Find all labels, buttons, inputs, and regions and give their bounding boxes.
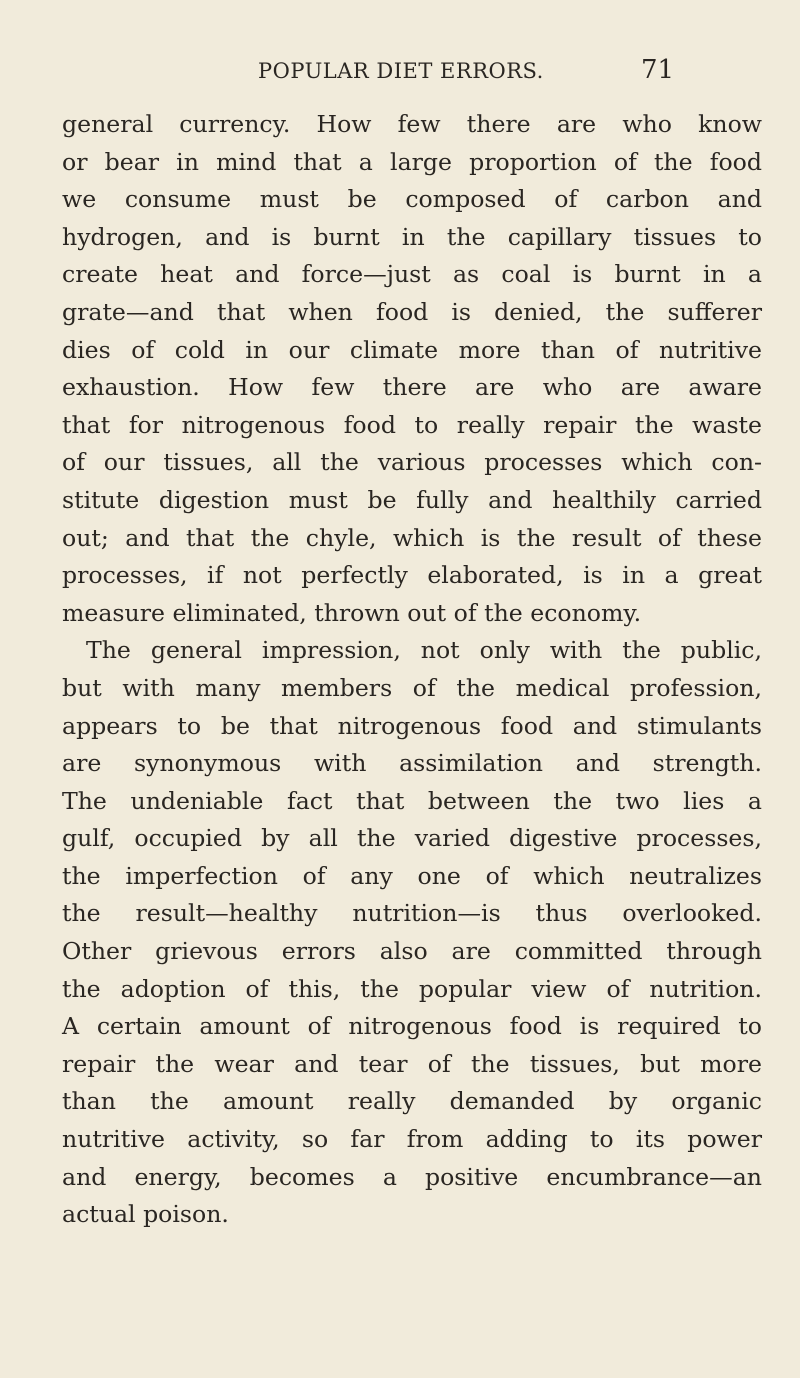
text-line: exhaustion. How few there are who are aware — [62, 373, 762, 402]
text-line: A certain amount of nitrogenous food is required to — [62, 1012, 762, 1041]
text-line: The undeniable fact that between the two lies a — [62, 786, 762, 815]
text-line: than the amount really demanded by organic — [62, 1087, 762, 1116]
text-line: Other grievous errors also are committed through — [62, 937, 762, 966]
text-line: out; and that the chyle, which is the result of these — [62, 523, 762, 552]
text-line: of our tissues, all the various processes which con- — [62, 448, 762, 477]
text-line: the imperfection of any one of which neutralizes — [62, 861, 762, 890]
text-line: repair the wear and tear of the tissues, but more — [62, 1049, 762, 1078]
text-line: but with many members of the medical profession, — [62, 673, 762, 702]
text-line: create heat and force—just as coal is burnt in a — [62, 260, 762, 289]
running-head — [0, 56, 800, 90]
page-number: 71 — [641, 55, 675, 85]
text-line: stitute digestion must be fully and healthily carried — [62, 485, 762, 514]
text-line: the result—healthy nutrition—is thus overlooked. — [62, 899, 762, 928]
text-line: general currency. How few there are who know — [62, 110, 762, 138]
body-text — [62, 106, 762, 1234]
text-line: dies of cold in our climate more than of nutritive — [62, 335, 762, 364]
text-line: nutritive activity, so far from adding to its power — [62, 1125, 762, 1154]
text-line: are synonymous with assimilation and strength. — [62, 749, 762, 778]
text-line: gulf, occupied by all the varied digestive processes, — [62, 824, 762, 853]
text-line: actual poison. — [62, 1200, 229, 1229]
text-line: hydrogen, and is burnt in the capillary tissues to — [62, 222, 762, 251]
text-line: grate—and that when food is denied, the sufferer — [62, 297, 762, 326]
text-line: measure eliminated, thrown out of the economy. — [62, 598, 642, 627]
text-line: or bear in mind that a large proportion of the food — [62, 147, 762, 176]
text-line: that for nitrogenous food to really repair the waste — [62, 410, 762, 439]
text-line-paragraph-start: The general impression, not only with the public, — [86, 636, 762, 665]
running-title: POPULAR DIET ERRORS. — [258, 59, 544, 83]
text-line: and energy, becomes a positive encumbrance—an — [62, 1162, 762, 1191]
text-line: we consume must be composed of carbon and — [62, 185, 762, 214]
text-line: appears to be that nitrogenous food and stimulants — [62, 711, 762, 740]
text-line: processes, if not perfectly elaborated, is in a great — [62, 561, 762, 590]
text-line: the adoption of this, the popular view of nutrition. — [62, 974, 762, 1003]
